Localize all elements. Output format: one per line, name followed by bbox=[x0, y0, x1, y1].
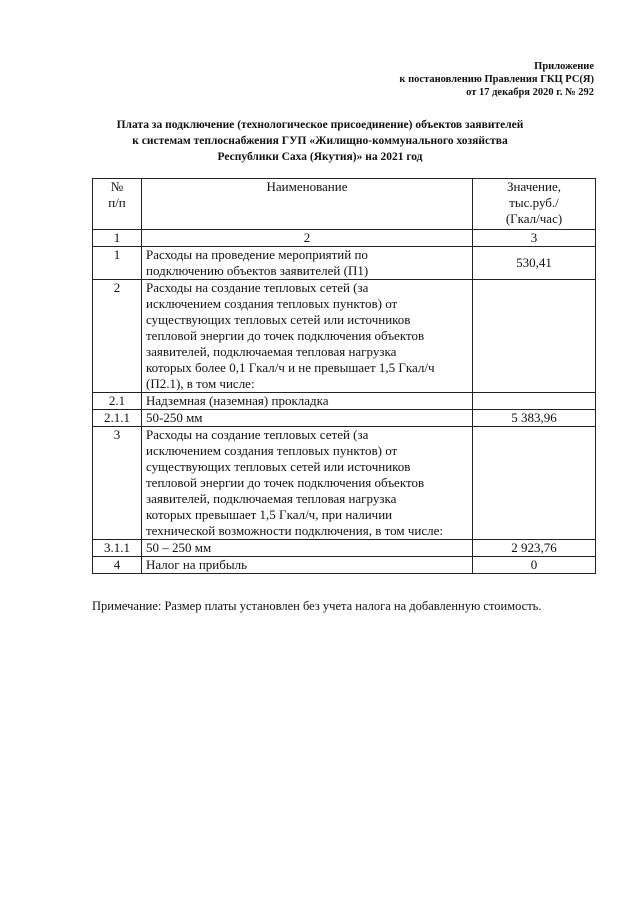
header-name: Наименование bbox=[142, 179, 473, 230]
header-num bbox=[93, 179, 142, 230]
header-num-line-2: п/п bbox=[108, 195, 126, 210]
row-name-line: 50 – 250 мм bbox=[146, 540, 212, 555]
row-name-line: подключению объектов заявителей (П1) bbox=[146, 263, 369, 278]
header-value-line-2: тыс.руб./ bbox=[509, 195, 559, 210]
header-num-line-1: № bbox=[110, 179, 124, 194]
table-row bbox=[93, 280, 596, 393]
row-number: 2.1 bbox=[93, 393, 142, 410]
row-name bbox=[142, 557, 473, 574]
table-row bbox=[93, 427, 596, 540]
row-number: 2.1.1 bbox=[93, 410, 142, 427]
table-row bbox=[93, 410, 596, 427]
row-value: 530,41 bbox=[473, 247, 596, 280]
row-number: 4 bbox=[93, 557, 142, 574]
row-name-line: тепловой энергии до точек подключения объектов bbox=[146, 328, 425, 343]
column-index-2: 2 bbox=[142, 230, 473, 247]
row-name-line: Расходы на создание тепловых сетей (за bbox=[146, 280, 369, 295]
row-number: 3 bbox=[93, 427, 142, 540]
row-name-line: заявителей, подключаемая тепловая нагрузка bbox=[146, 491, 397, 506]
row-name bbox=[142, 540, 473, 557]
table-row bbox=[93, 247, 596, 280]
row-name-line: исключением создания тепловых пунктов) от bbox=[146, 443, 398, 458]
row-name-line: существующих тепловых сетей или источников bbox=[146, 459, 411, 474]
title-line-2: к системам теплоснабжения ГУП «Жилищно-коммунального хозяйства bbox=[132, 135, 508, 147]
row-value bbox=[473, 427, 596, 540]
footnote: Примечание: Размер платы установлен без учета налога на добавленную стоимость. bbox=[92, 599, 542, 613]
row-name-line: тепловой энергии до точек подключения объектов bbox=[146, 475, 425, 490]
table-header-row bbox=[93, 179, 596, 230]
row-name-line: Расходы на проведение мероприятий по bbox=[146, 247, 368, 262]
row-value: 2 923,76 bbox=[473, 540, 596, 557]
row-name bbox=[142, 247, 473, 280]
appendix-block bbox=[294, 60, 594, 99]
row-name bbox=[142, 410, 473, 427]
title-line-3: Республики Саха (Якутия)» на 2021 год bbox=[217, 151, 423, 163]
table-row bbox=[93, 393, 596, 410]
column-index-3: 3 bbox=[473, 230, 596, 247]
document-title bbox=[90, 117, 550, 165]
header-value bbox=[473, 179, 596, 230]
row-number: 2 bbox=[93, 280, 142, 393]
row-value bbox=[473, 280, 596, 393]
appendix-line-3: от 17 декабря 2020 г. № 292 bbox=[466, 87, 594, 98]
appendix-line-1: Приложение bbox=[534, 61, 594, 72]
fee-table bbox=[92, 178, 596, 574]
row-name-line: исключением создания тепловых пунктов) от bbox=[146, 296, 398, 311]
table-row bbox=[93, 557, 596, 574]
row-name-line: 50-250 мм bbox=[146, 410, 203, 425]
row-name bbox=[142, 427, 473, 540]
table-body bbox=[93, 247, 596, 574]
row-name-line: заявителей, подключаемая тепловая нагрузка bbox=[146, 344, 397, 359]
header-value-line-3: (Гкал/час) bbox=[505, 211, 563, 226]
row-name-line: Расходы на создание тепловых сетей (за bbox=[146, 427, 369, 442]
table-row bbox=[93, 540, 596, 557]
row-name-line: которых более 0,1 Гкал/ч и не превышает 1,5 Гкал/ч bbox=[146, 360, 435, 375]
row-name-line: технической возможности подключения, в том числе: bbox=[146, 523, 443, 538]
header-value-line-1: Значение, bbox=[507, 179, 561, 194]
column-index-row bbox=[93, 230, 596, 247]
row-number: 1 bbox=[93, 247, 142, 280]
row-number: 3.1.1 bbox=[93, 540, 142, 557]
row-name-line: (П2.1), в том числе: bbox=[146, 376, 255, 391]
row-name-line: существующих тепловых сетей или источников bbox=[146, 312, 411, 327]
row-value bbox=[473, 393, 596, 410]
row-value: 0 bbox=[473, 557, 596, 574]
column-index-1: 1 bbox=[93, 230, 142, 247]
row-name bbox=[142, 393, 473, 410]
appendix-line-2: к постановлению Правления ГКЦ РС(Я) bbox=[399, 74, 594, 85]
row-name-line: которых превышает 1,5 Гкал/ч, при наличии bbox=[146, 507, 393, 522]
title-line-1: Плата за подключение (технологическое присоединение) объектов заявителей bbox=[116, 119, 524, 131]
row-name-line: Надземная (наземная) прокладка bbox=[146, 393, 329, 408]
row-name bbox=[142, 280, 473, 393]
row-value: 5 383,96 bbox=[473, 410, 596, 427]
row-name-line: Налог на прибыль bbox=[146, 557, 247, 572]
